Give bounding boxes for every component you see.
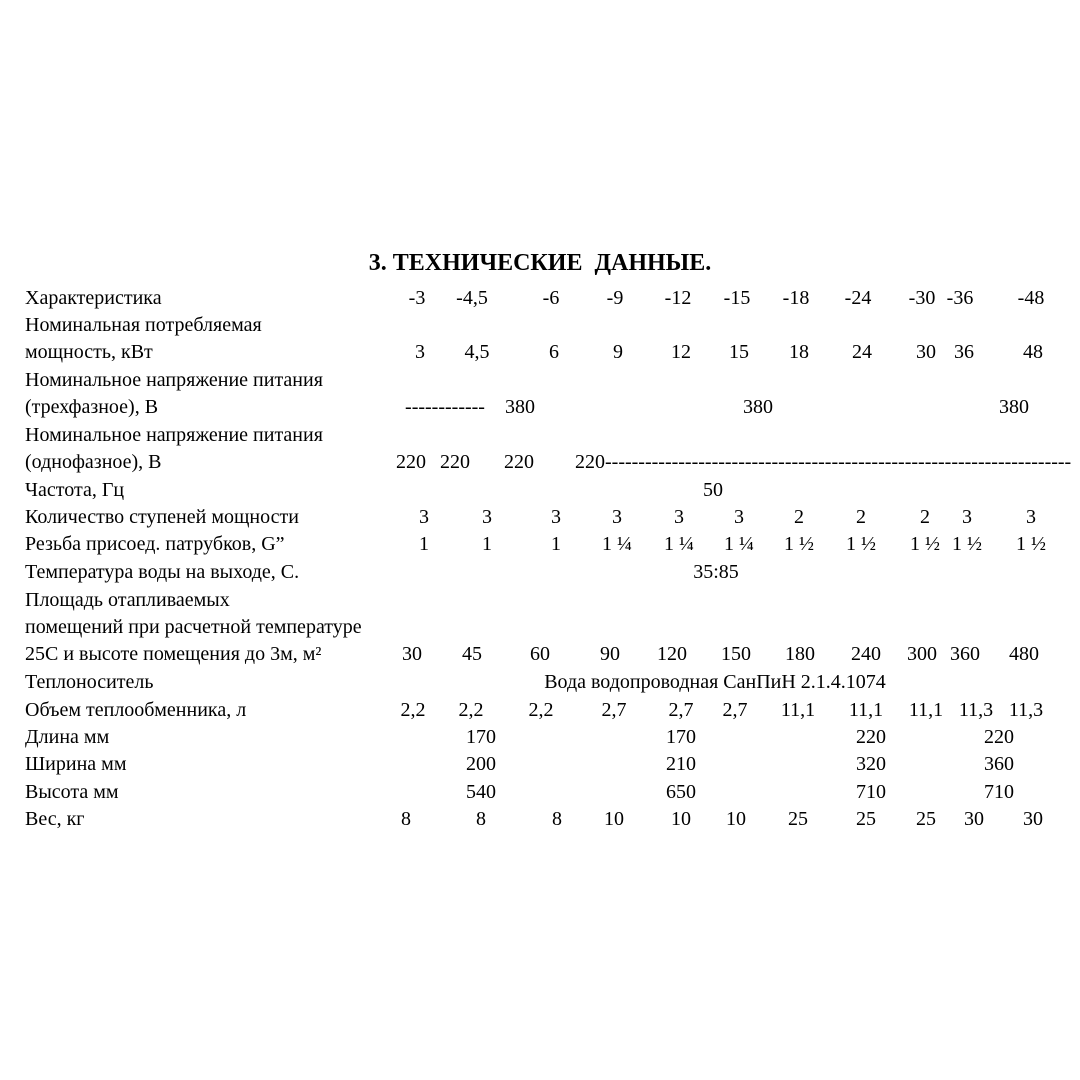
table-row	[0, 726, 1080, 753]
cell-value: 48	[1023, 341, 1043, 363]
cell-value: 650	[666, 781, 696, 803]
page-title: 3. ТЕХНИЧЕСКИЕ ДАННЫЕ.	[368, 250, 712, 276]
cell-value: 240	[851, 643, 881, 665]
cell-value: 1 ¼	[602, 533, 632, 555]
cell-value: 2,7	[722, 699, 748, 721]
cell-value: 320	[856, 753, 886, 775]
cell-value: 35:85	[693, 561, 739, 583]
cell-value: 30	[964, 808, 984, 830]
cell-value: 50	[703, 479, 723, 501]
cell-value: 150	[721, 643, 751, 665]
table-row	[0, 369, 1080, 396]
cell-value: 1	[551, 533, 561, 555]
cell-value: 2	[856, 506, 866, 528]
cell-value: 8	[552, 808, 562, 830]
row-label: (однофазное), В	[25, 451, 162, 473]
cell-value: 11,3	[1008, 699, 1044, 721]
cell-value: 300	[907, 643, 937, 665]
table-row	[0, 561, 1080, 588]
table-row	[0, 396, 1080, 423]
cell-value: 1 ¼	[664, 533, 694, 555]
cell-value: 1 ½	[1016, 533, 1046, 555]
cell-value: 360	[984, 753, 1014, 775]
cell-value: -15	[723, 287, 751, 309]
cell-value: 2	[794, 506, 804, 528]
row-label: Частота, Гц	[25, 479, 125, 501]
cell-value: 220	[396, 451, 426, 473]
cell-value: -24	[844, 287, 872, 309]
row-label: Площадь отапливаемых	[25, 589, 230, 611]
cell-value: 25	[788, 808, 808, 830]
cell-value: 1 ½	[846, 533, 876, 555]
table-row	[0, 506, 1080, 533]
cell-value: 8	[476, 808, 486, 830]
row-label: Объем теплообменника, л	[25, 699, 247, 721]
cell-value: ------------	[405, 396, 485, 418]
cell-value: -48	[1017, 287, 1045, 309]
table-row	[0, 643, 1080, 670]
row-label: Номинальное напряжение питания	[25, 424, 323, 446]
cell-value: 380	[743, 396, 773, 418]
cell-value: 30	[402, 643, 422, 665]
cell-value: -36	[946, 287, 974, 309]
cell-value: 2,2	[528, 699, 554, 721]
cell-value: 3	[482, 506, 492, 528]
cell-value: 480	[1009, 643, 1039, 665]
cell-value: 60	[530, 643, 550, 665]
cell-value: 3	[674, 506, 684, 528]
cell-value: 11,1	[780, 699, 816, 721]
cell-value: 30	[916, 341, 936, 363]
cell-value: 220	[984, 726, 1014, 748]
cell-value: 1 ½	[784, 533, 814, 555]
cell-value: 3	[962, 506, 972, 528]
cell-value: 6	[549, 341, 559, 363]
cell-value: Вода водопроводная СанПиН 2.1.4.1074	[544, 671, 886, 693]
table-row	[0, 699, 1080, 726]
table-row	[0, 781, 1080, 808]
row-label: 25С и высоте помещения до 3м, м²	[25, 643, 322, 665]
cell-value: 1 ½	[910, 533, 940, 555]
cell-value: 11,1	[848, 699, 884, 721]
cell-value: 540	[466, 781, 496, 803]
cell-value: 3	[612, 506, 622, 528]
cell-value: 25	[916, 808, 936, 830]
table-row	[0, 287, 1080, 314]
cell-value: 3	[415, 341, 425, 363]
cell-value: 3	[1026, 506, 1036, 528]
cell-value: 11,3	[958, 699, 994, 721]
cell-value: -3	[408, 287, 426, 309]
cell-value: 12	[671, 341, 691, 363]
cell-value: 380	[505, 396, 535, 418]
cell-value: 18	[789, 341, 809, 363]
cell-value: 90	[600, 643, 620, 665]
row-label: Температура воды на выходе, С.	[25, 561, 300, 583]
cell-value: 220	[504, 451, 534, 473]
cell-value: 10	[671, 808, 691, 830]
row-label: Вес, кг	[25, 808, 85, 830]
cell-value: 1	[419, 533, 429, 555]
cell-value: 710	[856, 781, 886, 803]
cell-value: 3	[734, 506, 744, 528]
cell-value: -30	[908, 287, 936, 309]
cell-value: 170	[666, 726, 696, 748]
row-label: Ширина мм	[25, 753, 127, 775]
cell-value: 1 ½	[952, 533, 982, 555]
cell-value: 15	[729, 341, 749, 363]
table-row	[0, 616, 1080, 643]
cell-value: 2,2	[400, 699, 426, 721]
cell-value: 220	[440, 451, 470, 473]
cell-value: 1 ¼	[724, 533, 754, 555]
cell-value: 4,5	[464, 341, 490, 363]
row-label: Теплоноситель	[25, 671, 154, 693]
cell-value: -6	[542, 287, 560, 309]
cell-value: 11,1	[908, 699, 944, 721]
cell-value: 45	[462, 643, 482, 665]
cell-value: 24	[852, 341, 872, 363]
cell-value: 2	[920, 506, 930, 528]
row-label: Резьба присоед. патрубков, G”	[25, 533, 285, 555]
cell-value: 3	[419, 506, 429, 528]
row-label: Количество ступеней мощности	[25, 506, 299, 528]
cell-value: 36	[954, 341, 974, 363]
table-row	[0, 671, 1080, 698]
table-row	[0, 479, 1080, 506]
cell-value: 220	[856, 726, 886, 748]
cell-value: 200	[466, 753, 496, 775]
cell-value: -18	[782, 287, 810, 309]
row-label: (трехфазное), В	[25, 396, 159, 418]
cell-value: 2,2	[458, 699, 484, 721]
row-label: помещений при расчетной температуре	[25, 616, 362, 638]
row-label: Номинальное напряжение питания	[25, 369, 323, 391]
cell-value: 180	[785, 643, 815, 665]
cell-value: 360	[950, 643, 980, 665]
cell-value: 25	[856, 808, 876, 830]
cell-value: 120	[657, 643, 687, 665]
cell-value: -9	[606, 287, 624, 309]
table-row	[0, 533, 1080, 560]
table-row	[0, 424, 1080, 451]
table-row	[0, 589, 1080, 616]
row-label: Характеристика	[25, 287, 162, 309]
cell-value: -4,5	[456, 287, 488, 309]
cell-value: 220----------------------------------------------------------------------	[575, 451, 1072, 473]
row-label: мощность, кВт	[25, 341, 153, 363]
cell-value: 170	[466, 726, 496, 748]
table-row	[0, 808, 1080, 835]
cell-value: 380	[999, 396, 1029, 418]
row-label: Номинальная потребляемая	[25, 314, 262, 336]
cell-value: 3	[551, 506, 561, 528]
cell-value: 2,7	[601, 699, 627, 721]
cell-value: 10	[604, 808, 624, 830]
cell-value: 710	[984, 781, 1014, 803]
cell-value: 30	[1023, 808, 1043, 830]
table-row	[0, 341, 1080, 368]
table-row	[0, 451, 1080, 478]
table-row	[0, 314, 1080, 341]
cell-value: 8	[401, 808, 411, 830]
cell-value: 2,7	[668, 699, 694, 721]
cell-value: 1	[482, 533, 492, 555]
cell-value: 9	[613, 341, 623, 363]
table-row	[0, 753, 1080, 780]
cell-value: 10	[726, 808, 746, 830]
cell-value: 210	[666, 753, 696, 775]
cell-value: -12	[664, 287, 692, 309]
row-label: Высота мм	[25, 781, 119, 803]
row-label: Длина мм	[25, 726, 110, 748]
